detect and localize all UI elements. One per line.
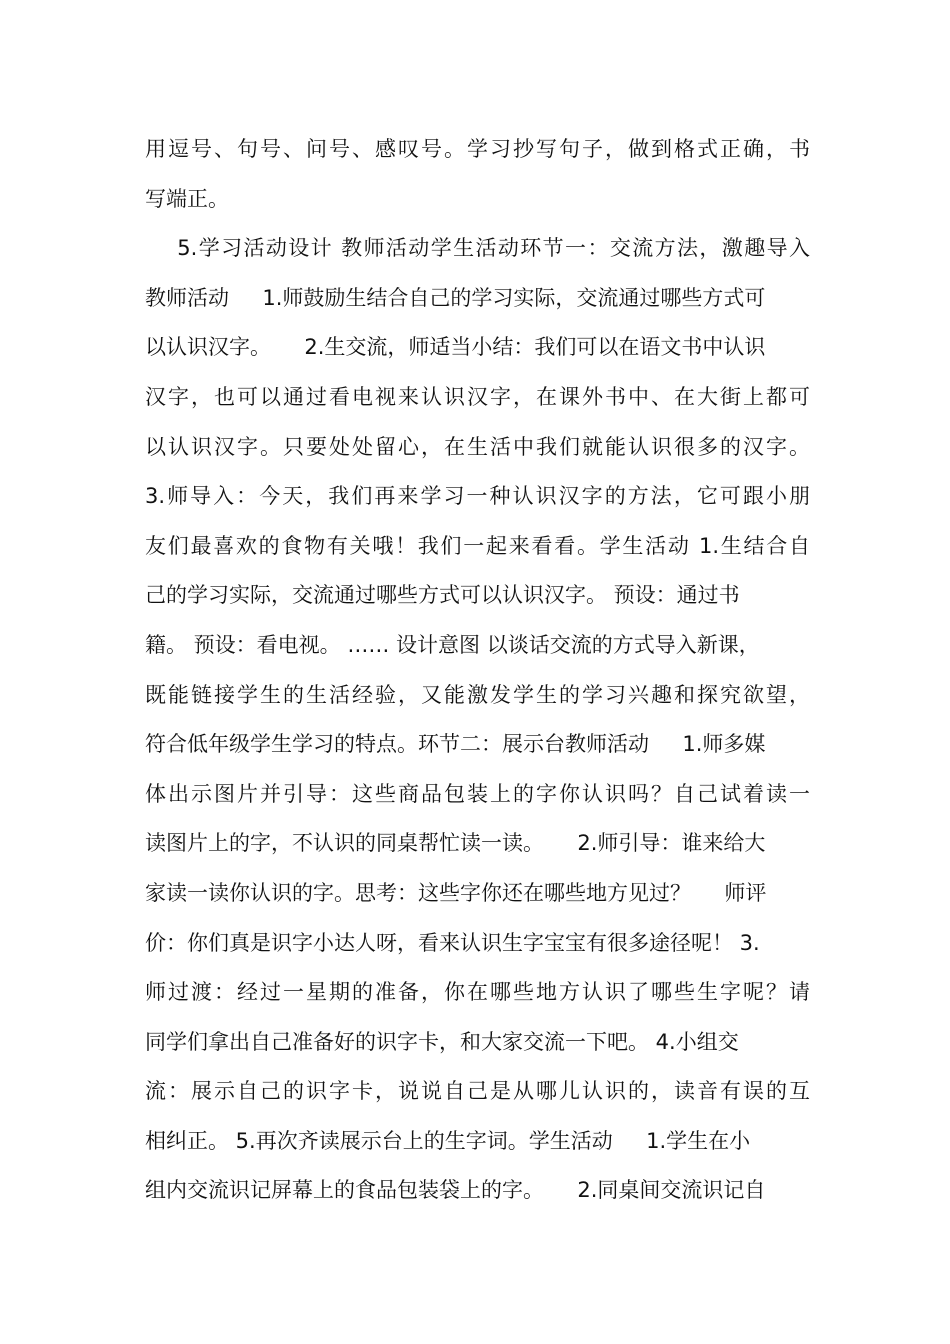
text-line: 以认识汉字。 2.生交流，师适当小结：我们可以在语文书中认识 (145, 335, 766, 360)
text-line: 符合低年级学生学习的特点。环节二：展示台教师活动 1.师多媒 (145, 732, 766, 757)
text-line: 相纠正。 5.再次齐读展示台上的生字词。学生活动 1.学生在小 (145, 1128, 751, 1153)
text-line: 以认识汉字。只要处处留心，在生活中我们就能认识很多的汉字。 (145, 434, 810, 459)
text-line: 汉字，也可以通过看电视来认识汉字，在课外书中、在大街上都可 (145, 384, 810, 409)
text-line: 写端正。 (145, 186, 229, 211)
text-line: 5.学习活动设计 教师活动学生活动环节一：交流方法，激趣导入 (145, 236, 810, 261)
text-line: 友们最喜欢的食物有关哦！我们一起来看看。学生活动 1.生结合自 (145, 533, 810, 558)
text-line: 师过渡：经过一星期的准备，你在哪些地方认识了哪些生字呢？请 (145, 980, 810, 1005)
text-line: 家读一读你认识的字。思考：这些字你还在哪些地方见过？ 师评 (145, 880, 767, 905)
text-line: 用逗号、句号、问号、感叹号。学习抄写句子，做到格式正确，书 (145, 137, 810, 161)
text-line: 既能链接学生的生活经验，又能激发学生的学习兴趣和探究欲望， (145, 682, 810, 707)
text-line: 读图片上的字，不认识的同桌帮忙读一读。 2.师引导：谁来给大 (145, 831, 766, 856)
text-line: 3.师导入：今天，我们再来学习一种认识汉字的方法，它可跟小朋 (145, 484, 810, 509)
text-line: 己的学习实际，交流通过哪些方式可以认识汉字。 预设：通过书 (145, 583, 740, 608)
text-line: 籍。 预设：看电视。 …… 设计意图 以谈话交流的方式导入新课， (145, 632, 760, 657)
body-text (145, 125, 810, 1216)
text-line: 价：你们真是识字小达人呀，看来认识生字宝宝有很多途径呢！ 3. (145, 930, 760, 955)
text-line: 同学们拿出自己准备好的识字卡，和大家交流一下吧。 4.小组交 (145, 1029, 739, 1054)
text-line: 体出示图片并引导：这些商品包装上的字你认识吗？自己试着读一 (145, 781, 810, 806)
text-line: 教师活动 1.师鼓励生结合自己的学习实际，交流通过哪些方式可 (145, 285, 766, 310)
text-line: 流：展示自己的识字卡，说说自己是从哪儿认识的，读音有误的互 (145, 1079, 810, 1104)
text-line: 组内交流识记屏幕上的食品包装袋上的字。 2.同桌间交流识记自 (145, 1178, 766, 1203)
